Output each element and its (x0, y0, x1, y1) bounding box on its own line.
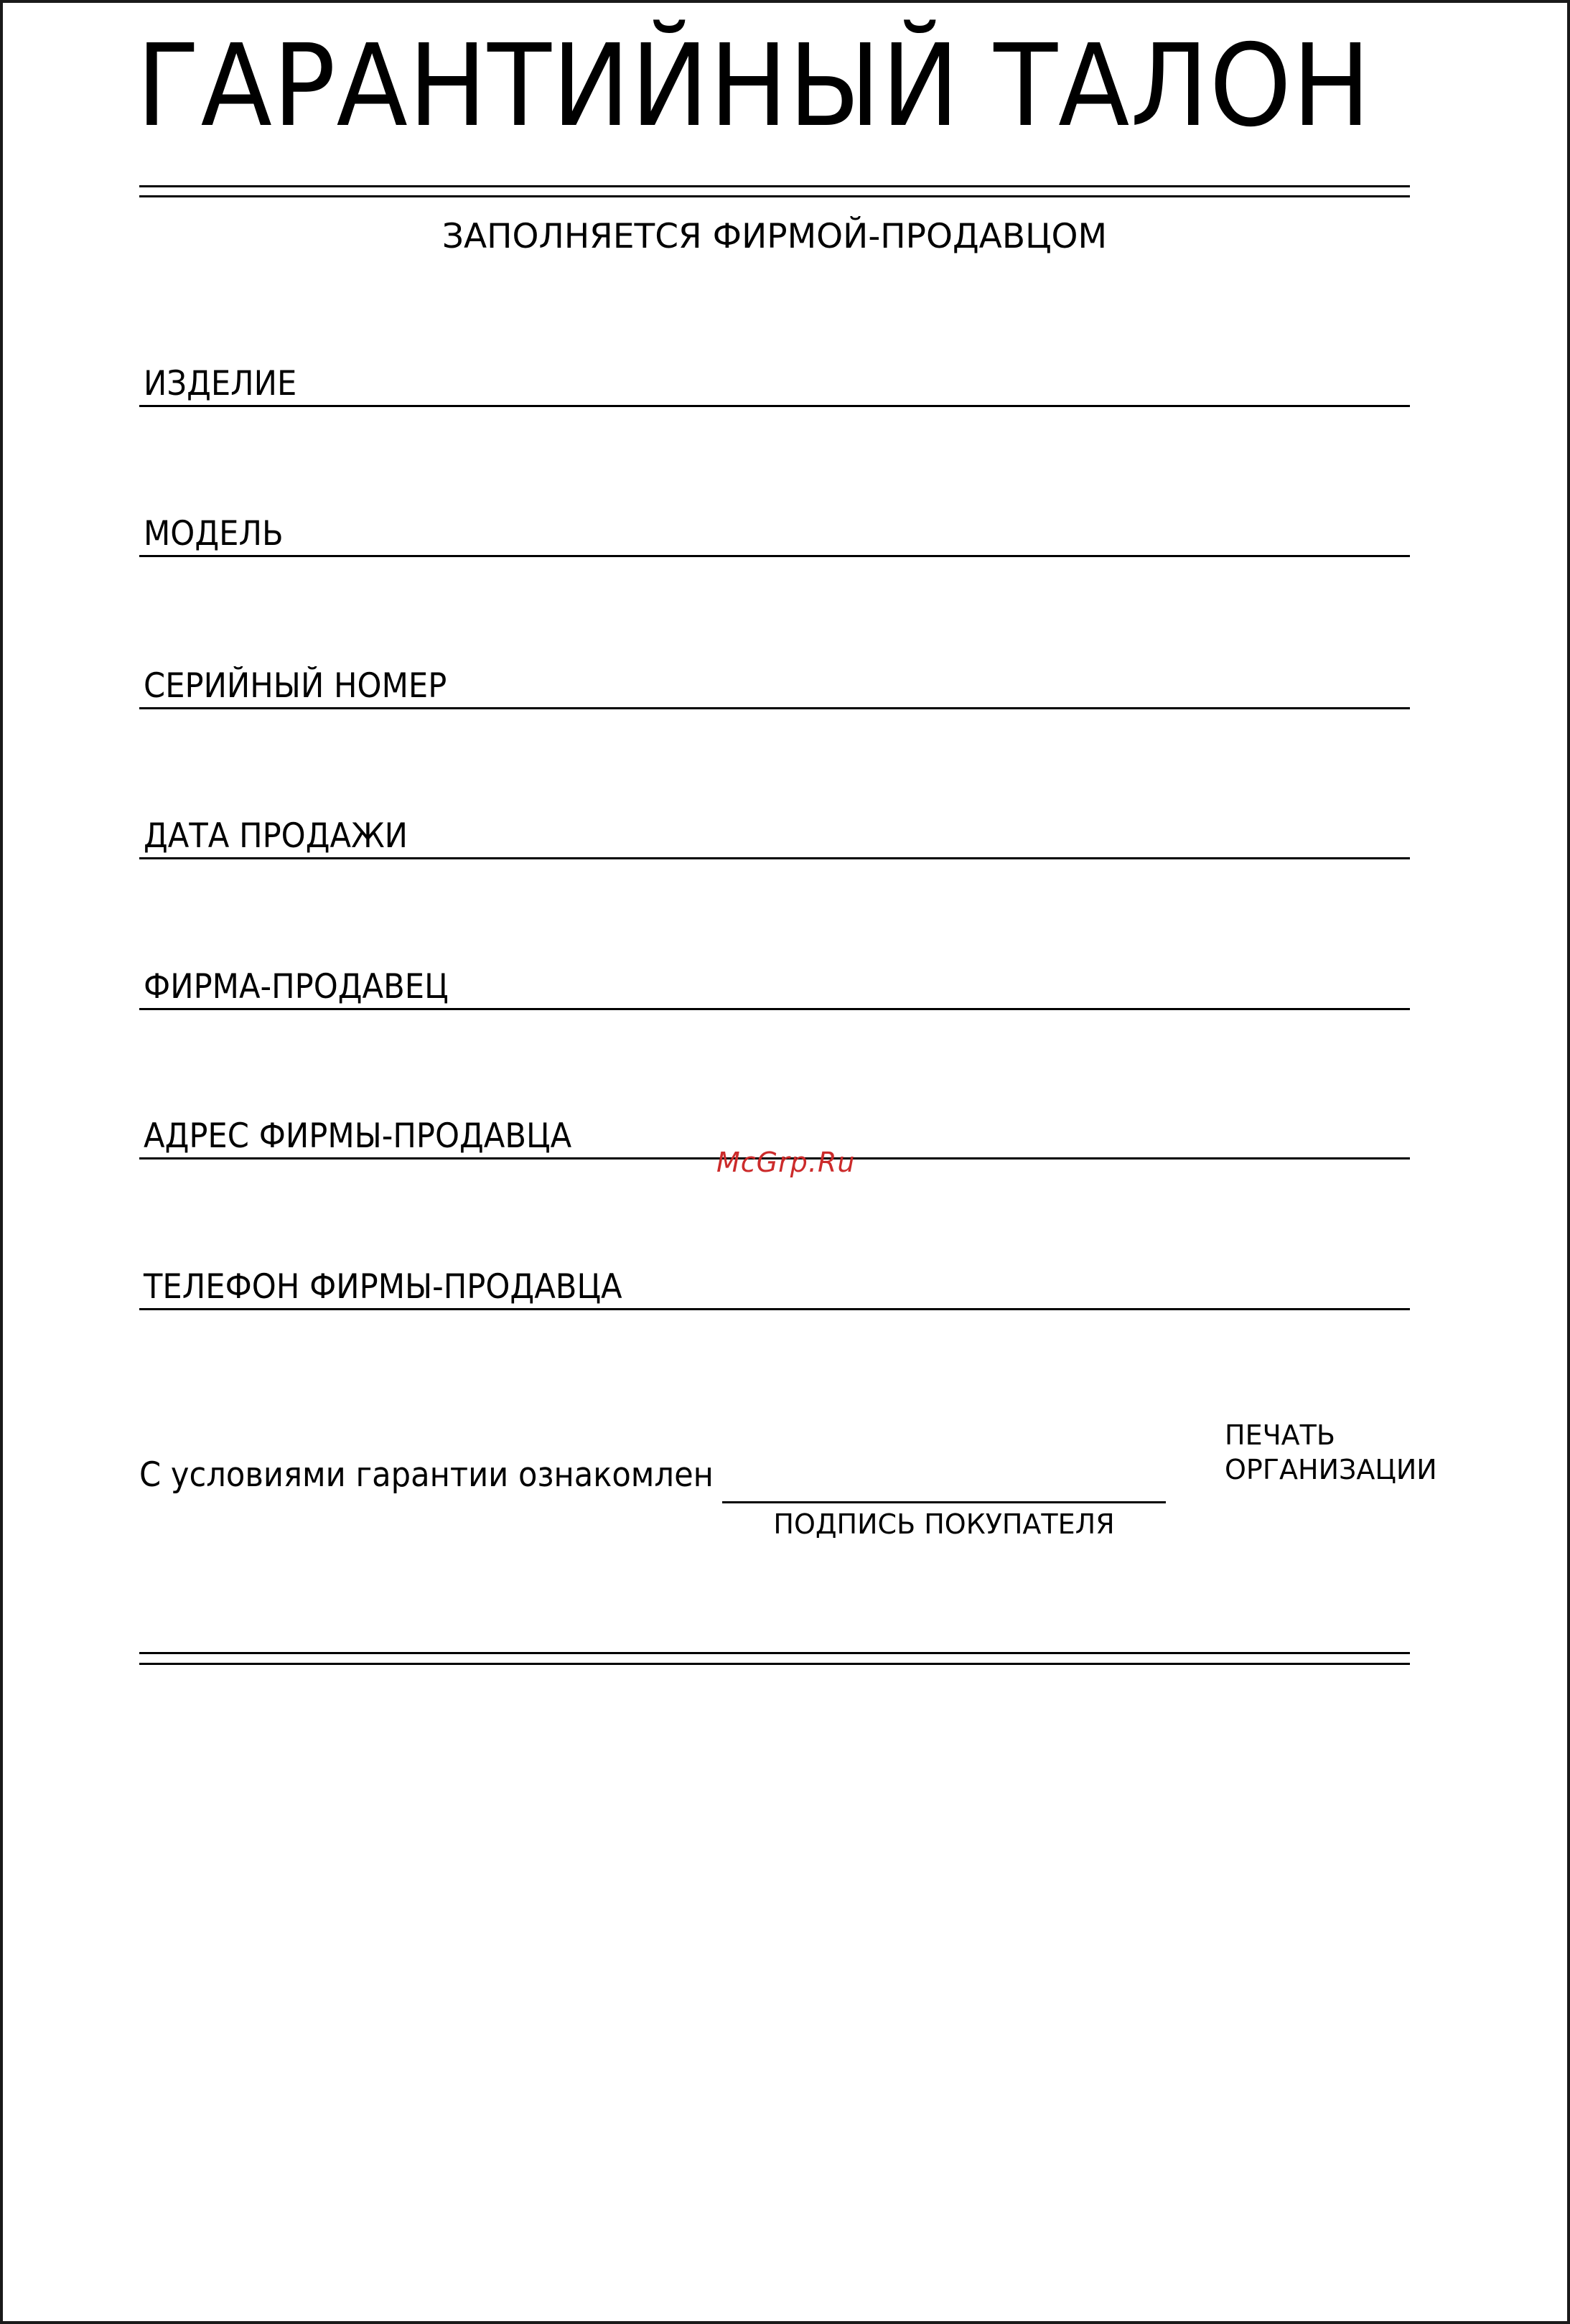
stamp-label-line2: ОРГАНИЗАЦИИ (1225, 1454, 1437, 1485)
field-underline (139, 707, 1410, 709)
bottom-rule-lower (139, 1663, 1410, 1665)
field-label: СЕРИЙНЫЙ НОМЕР (144, 666, 447, 706)
top-rule-upper (139, 185, 1410, 187)
field-underline (139, 1308, 1410, 1310)
field-underline (139, 405, 1410, 407)
top-rule-lower (139, 195, 1410, 197)
field-underline (139, 1008, 1410, 1010)
signature-caption: ПОДПИСЬ ПОКУПАТЕЛЯ (773, 1508, 1115, 1540)
stamp-label-line1: ПЕЧАТЬ (1225, 1419, 1335, 1451)
page-title: ГАРАНТИЙНЫЙ ТАЛОН (136, 20, 1372, 152)
field-label: ТЕЛЕФОН ФИРМЫ-ПРОДАВЦА (144, 1267, 622, 1307)
bottom-rule-upper (139, 1652, 1410, 1654)
field-seller[interactable] (139, 960, 1410, 1010)
field-seller-phone[interactable] (139, 1260, 1410, 1310)
section-subtitle: ЗАПОЛНЯЕТСЯ ФИРМОЙ-ПРОДАВЦОМ (441, 217, 1108, 256)
field-label: АДРЕС ФИРМЫ-ПРОДАВЦА (144, 1116, 572, 1156)
field-product[interactable] (139, 357, 1410, 407)
field-label: ФИРМА-ПРОДАВЕЦ (144, 967, 449, 1007)
acknowledgement-text: С условиями гарантии ознакомлен (139, 1455, 714, 1495)
signature-line[interactable] (722, 1501, 1166, 1503)
field-sale-date[interactable] (139, 809, 1410, 859)
watermark: McGrp.Ru (716, 1147, 856, 1178)
field-label: ИЗДЕЛИЕ (144, 364, 297, 403)
field-label: МОДЕЛЬ (144, 514, 284, 554)
field-underline (139, 555, 1410, 557)
field-model[interactable] (139, 507, 1410, 557)
field-underline (139, 857, 1410, 859)
field-label: ДАТА ПРОДАЖИ (144, 816, 408, 856)
stamp-label (1225, 1418, 1437, 1487)
field-serial-number[interactable] (139, 659, 1410, 709)
